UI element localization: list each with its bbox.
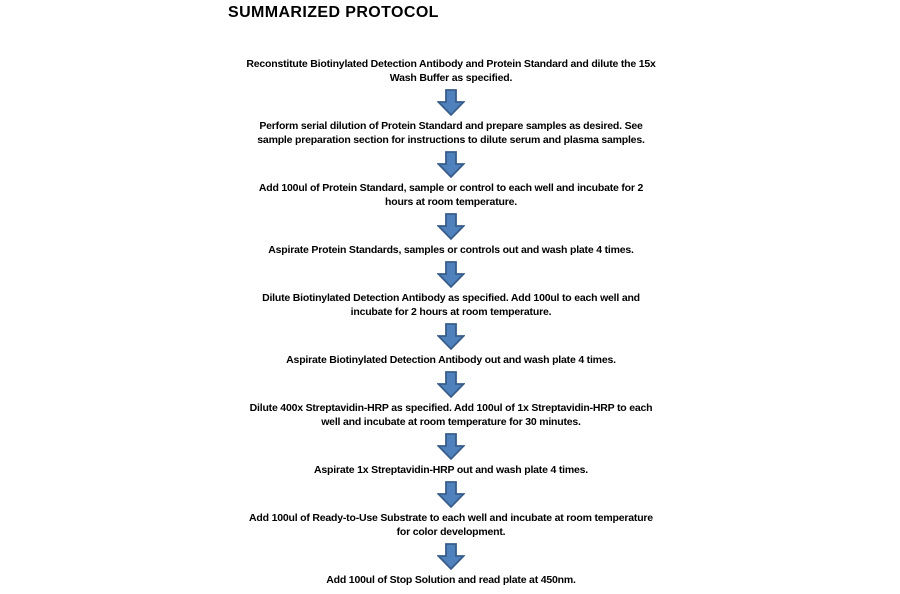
step-line: hours at room temperature.: [385, 196, 517, 208]
down-arrow-shape: [438, 434, 463, 459]
down-arrow-shape: [438, 324, 463, 349]
protocol-step: [249, 511, 653, 539]
step-line: Dilute Biotinylated Detection Antibody as specified. Add 100ul to each well and: [262, 292, 640, 304]
down-arrow-icon: [437, 433, 465, 460]
down-arrow-icon: [437, 213, 465, 240]
down-arrow-icon: [437, 89, 465, 116]
down-arrow-icon: [437, 323, 465, 350]
step-line: Wash Buffer as specified.: [389, 72, 513, 84]
page-title: SUMMARIZED PROTOCOL: [228, 4, 439, 21]
protocol-step: [268, 243, 633, 257]
step-line: Aspirate Biotinylated Detection Antibody out and wash plate 4 times.: [286, 354, 616, 366]
down-arrow-icon: [437, 151, 465, 178]
protocol-step: [250, 401, 653, 429]
down-arrow-icon: [437, 481, 465, 508]
protocol-flow: [216, 57, 686, 587]
step-line: well and incubate at room temperature for 30 minutes.: [321, 416, 581, 428]
down-arrow-shape: [438, 152, 463, 177]
down-arrow-shape: [438, 262, 463, 287]
step-line: Add 100ul of Ready-to-Use Substrate to each well and incubate at room temperature: [249, 512, 653, 524]
protocol-step: [259, 181, 643, 209]
down-arrow-icon: [437, 371, 465, 398]
protocol-step: [262, 291, 640, 319]
protocol-step: [257, 119, 644, 147]
step-line: Aspirate Protein Standards, samples or controls out and wash plate 4 times.: [268, 244, 634, 256]
step-line: Add 100ul of Protein Standard, sample or control to each well and incubate for 2: [258, 182, 644, 194]
down-arrow-shape: [438, 90, 463, 115]
step-line: for color development.: [396, 526, 506, 538]
protocol-step: [326, 573, 575, 587]
protocol-step: [314, 463, 588, 477]
protocol-step: [286, 353, 616, 367]
down-arrow-shape: [438, 482, 463, 507]
step-line: Reconstitute Biotinylated Detection Antibody and Protein Standard and dilute the 15x: [246, 58, 656, 70]
down-arrow-icon: [437, 261, 465, 288]
down-arrow-shape: [438, 544, 463, 569]
step-line: Dilute 400x Streptavidin-HRP as specified. Add 100ul of 1x Streptavidin-HRP to each: [249, 402, 653, 414]
step-line: Add 100ul of Stop Solution and read plate at 450nm.: [326, 574, 576, 586]
protocol-step: [246, 57, 655, 85]
down-arrow-shape: [438, 214, 463, 239]
step-line: sample preparation section for instructions to dilute serum and plasma samples.: [257, 134, 645, 146]
down-arrow-shape: [438, 372, 463, 397]
down-arrow-icon: [437, 543, 465, 570]
step-line: Aspirate 1x Streptavidin-HRP out and wash plate 4 times.: [314, 464, 588, 476]
step-line: Perform serial dilution of Protein Standard and prepare samples as desired. See: [259, 120, 643, 132]
step-line: incubate for 2 hours at room temperature.: [350, 306, 552, 318]
